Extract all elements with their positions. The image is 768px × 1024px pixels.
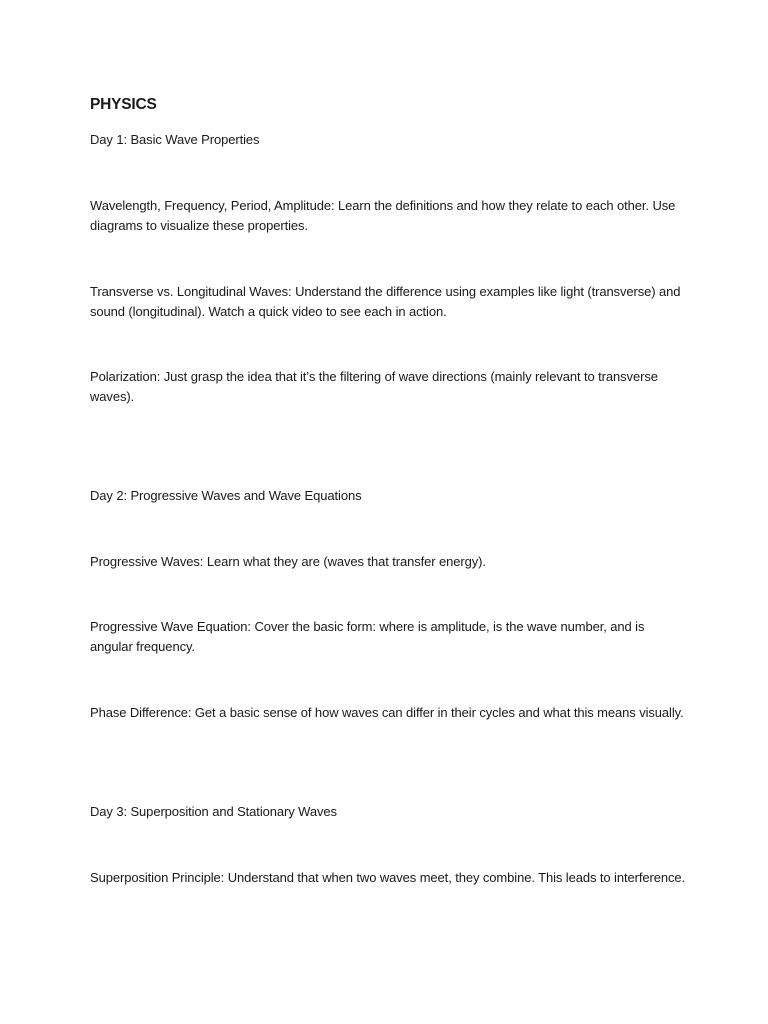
day-2-heading: Day 2: Progressive Waves and Wave Equations [90,488,362,503]
paragraph-polarization: Polarization: Just grasp the idea that it’s the filtering of wave directions (mainly relevant to transverse waves). [90,369,658,404]
paragraph-transverse-longitudinal: Transverse vs. Longitudinal Waves: Understand the difference using examples like light (transverse) and sound (longitudinal). Watch a quick video to see each in action. [90,284,681,319]
day-1-heading: Day 1: Basic Wave Properties [90,132,260,147]
paragraph-wave-equation: Progressive Wave Equation: Cover the basic form: where is amplitude, is the wave number, and is angular frequency. [90,619,645,654]
paragraph-wave-properties: Wavelength, Frequency, Period, Amplitude: Learn the definitions and how they relate to each other. Use diagrams to visualize these properties. [90,198,676,233]
paragraph-progressive-waves: Progressive Waves: Learn what they are (waves that transfer energy). [90,554,486,569]
paragraph-phase-difference: Phase Difference: Get a basic sense of how waves can differ in their cycles and what this means visually. [90,705,684,720]
paragraph-superposition: Superposition Principle: Understand that when two waves meet, they combine. This leads to interference. [90,870,686,885]
document-title: PHYSICS [90,96,157,113]
day-3-heading: Day 3: Superposition and Stationary Waves [90,804,337,819]
